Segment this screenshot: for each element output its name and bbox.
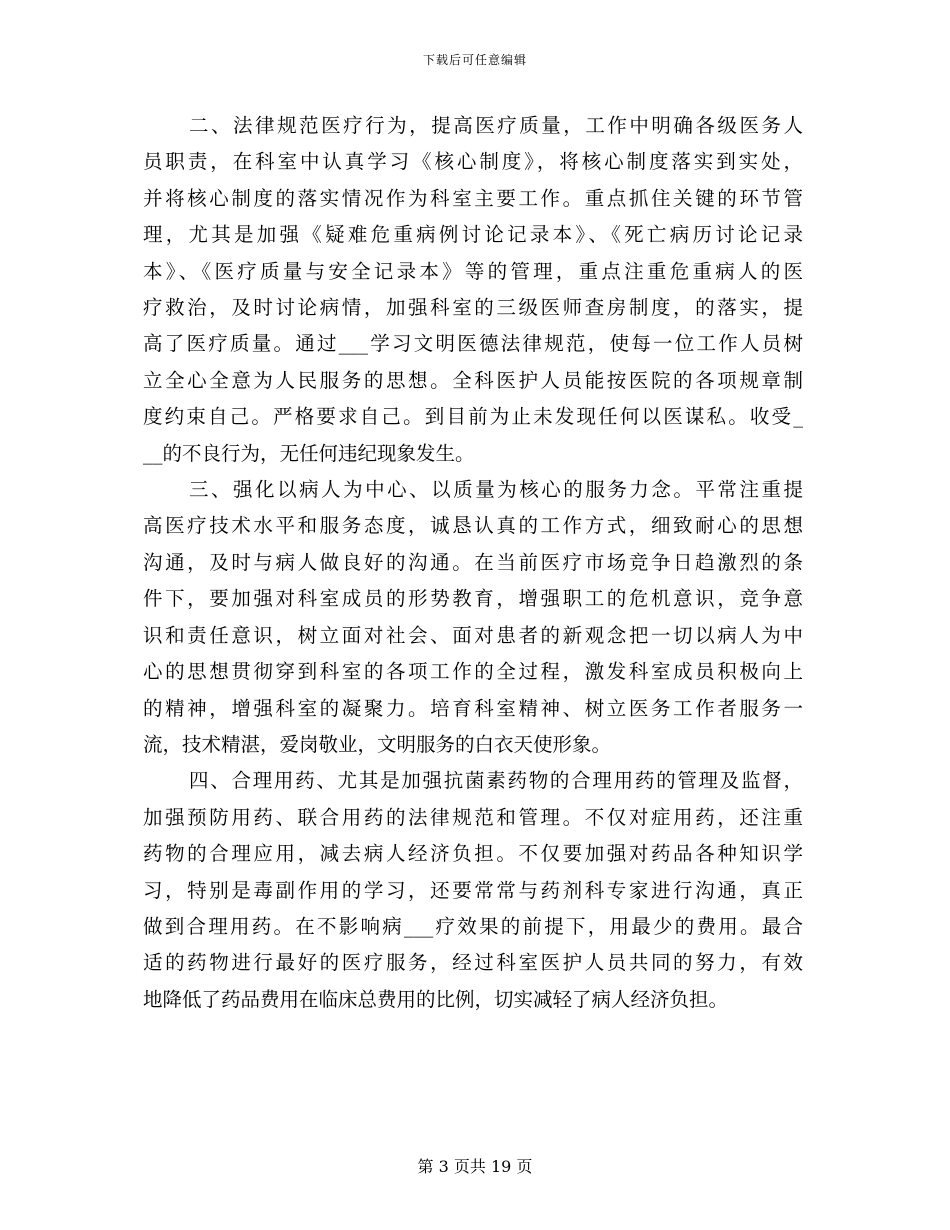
paragraph-line: 识和责任意识，树立面对社会、面对患者的新观念把一切以病人为中 [143,623,803,647]
paragraph-line: 沟通，及时与病人做良好的沟通。在当前医疗市场竞争日趋激烈的条 [143,550,803,574]
paragraph-line: 的精神，增强科室的凝聚力。培育科室精神、树立医务工作者服务一 [143,696,803,720]
paragraph-line: 本》、《医疗质量与安全记录本》等的管理，重点注重危重病人的医 [143,259,803,283]
paragraph-line: 疗救治，及时讨论病情，加强科室的三级医师查房制度，的落实，提 [143,296,803,320]
paragraph-line: 高了医疗质量。通过___学习文明医德法律规范，使每一位工作人员树 [143,332,803,356]
paragraph-line: 做到合理用药。在不影响病___疗效果的前提下，用最少的费用。最合 [143,914,803,938]
paragraph-line: 度约束自己。严格要求自己。到目前为止未发现任何以医谋私。收受_ [143,405,803,429]
paragraph-line: 高医疗技术水平和服务态度，诚恳认真的工作方式，细致耐心的思想 [143,514,803,538]
paragraph-line: 件下，要加强对科室成员的形势教育，增强职工的危机意识，竞争意 [143,587,803,611]
paragraph-line: 二、法律规范医疗行为，提高医疗质量，工作中明确各级医务人 [189,114,803,137]
paragraph-legal-standards [143,108,803,472]
paragraph-line: 流，技术精湛，爱岗敬业，文明服务的白衣天使形象。 [143,732,612,756]
paragraph-rational-medication [143,763,803,1018]
paragraph-line: 地降低了药品费用在临床总费用的比例，切实减轻了病人经济负担。 [143,987,729,1011]
paragraph-line: 适的药物进行最好的医疗服务，经过科室医护人员共同的努力，有效 [143,951,803,975]
paragraph-line: 三、强化以病人为中心、以质量为核心的服务力念。平常注重提 [189,478,803,502]
paragraph-line: 四、合理用药、尤其是加强抗菌素药物的合理用药的管理及监督， [189,769,803,793]
paragraph-patient-centered [143,472,803,763]
paragraph-line: 加强预防用药、联合用药的法律规范和管理。不仅对症用药，还注重 [143,805,803,829]
page-header: 下载后可任意编辑 [422,53,527,67]
paragraph-line: 员职责，在科室中认真学习《核心制度》，将核心制度落实到实处， [143,150,803,174]
paragraph-line: __的不良行为，无任何违纪现象发生。 [143,441,475,465]
page-number-footer: 第 3 页共 19 页 [417,1157,533,1176]
document-body [143,108,803,1018]
paragraph-line: 理，尤其是加强《疑难危重病例讨论记录本》、《死亡病历讨论记录 [143,223,803,247]
paragraph-line: 并将核心制度的落实情况作为科室主要工作。重点抓住关键的环节管 [143,186,803,210]
paragraph-line: 立全心全意为人民服务的思想。全科医护人员能按医院的各项规章制 [143,368,803,392]
paragraph-line: 心的思想贯彻穿到科室的各项工作的全过程，激发科室成员积极向上 [143,660,803,684]
paragraph-line: 药物的合理应用，减去病人经济负担。不仅要加强对药品各种知识学 [143,842,803,866]
paragraph-line: 习，特别是毒副作用的学习，还要常常与药剂科专家进行沟通，真正 [143,878,803,902]
